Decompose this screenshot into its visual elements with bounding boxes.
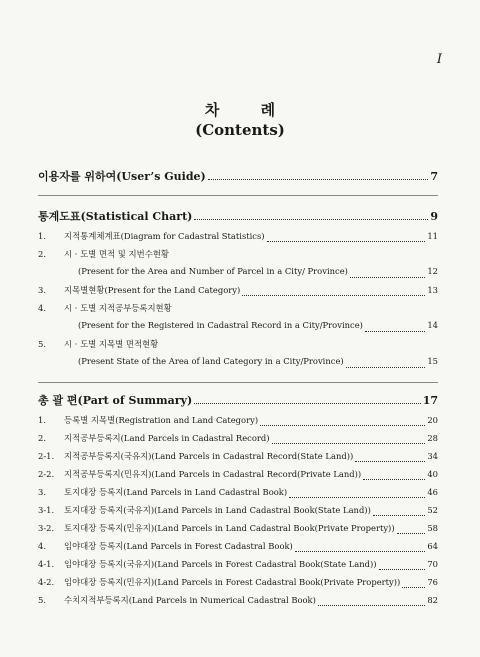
toc-item-text: 임야대장 등록지(Land Parcels in Forest Cadastral Book) <box>64 541 293 551</box>
toc-item-number: 2. <box>38 433 46 443</box>
toc-item-number: 3-1. <box>38 505 55 515</box>
toc-item-continuation[interactable] <box>38 320 438 336</box>
toc-item-number: 2. <box>38 249 46 259</box>
toc-item-number: 4. <box>38 541 46 551</box>
toc-item-number: 4-1. <box>38 559 55 569</box>
page-subtitle: (Contents) <box>195 121 285 139</box>
page-title: 차 례 <box>204 101 294 119</box>
toc-item-number: 3. <box>38 487 46 497</box>
divider <box>38 195 438 196</box>
toc-item[interactable] <box>38 540 438 556</box>
toc-page-number: 46 <box>427 487 438 497</box>
leader-dots <box>346 366 426 368</box>
leader-dots <box>289 496 425 498</box>
toc-item-number: 3. <box>38 285 46 295</box>
toc-item[interactable] <box>38 468 438 484</box>
toc-item-number: 5. <box>38 595 46 605</box>
toc-item-number: 5. <box>38 339 46 349</box>
toc-item[interactable] <box>38 450 438 466</box>
toc-section-guide[interactable] <box>38 168 438 184</box>
toc-item[interactable] <box>38 522 438 538</box>
toc-page-number: 82 <box>427 595 438 605</box>
toc-item[interactable] <box>38 302 438 318</box>
toc-section-statistical-chart[interactable] <box>38 208 438 224</box>
leader-dots <box>355 460 425 462</box>
toc-section-summary[interactable] <box>38 392 438 408</box>
toc-item-text: (Present for the Area and Number of Parcel in a City/ Province) <box>78 266 348 276</box>
toc-page-number: 7 <box>430 170 438 183</box>
toc-item-text: 시 · 도별 지목별 면적현황 <box>64 339 159 349</box>
toc-item-text: 지목별현황(Present for the Land Category) <box>64 285 241 295</box>
toc-page-number: 12 <box>427 266 438 276</box>
toc-page-number: 34 <box>427 451 438 461</box>
toc-item-text: 지적통계체계표(Diagram for Cadastral Statistics) <box>64 231 265 241</box>
toc-item-number: 4. <box>38 303 46 313</box>
toc-item[interactable] <box>38 576 438 592</box>
toc-page-number: 20 <box>427 415 438 425</box>
toc-item[interactable] <box>38 284 438 300</box>
toc-item[interactable] <box>38 414 438 430</box>
leader-dots <box>242 294 425 296</box>
leader-dots <box>208 178 429 180</box>
toc-page-number: 17 <box>422 394 438 407</box>
toc-item-text: 임야대장 등록지(민유지)(Land Parcels in Forest Cadastral Book(Private Property)) <box>64 577 401 587</box>
toc-item-number: 1. <box>38 415 46 425</box>
toc-item[interactable] <box>38 432 438 448</box>
leader-dots <box>267 240 426 242</box>
toc-section-label: 총 괄 편(Part of Summary) <box>38 394 193 407</box>
toc-item-number: 2-1. <box>38 451 55 461</box>
toc-item-number: 1. <box>38 231 46 241</box>
toc-item[interactable] <box>38 230 438 246</box>
toc-item-text: 임야대장 등록지(국유지)(Land Parcels in Forest Cadastral Book(State Land)) <box>64 559 377 569</box>
toc-item-text: 토지대장 등록지(민유지)(Land Parcels in Land Cadastral Book(Private Property)) <box>64 523 395 533</box>
toc-page-number: 14 <box>427 320 438 330</box>
toc-page-number: 52 <box>427 505 438 515</box>
toc-page-number: 28 <box>427 433 438 443</box>
divider <box>38 382 438 383</box>
toc-item-number: 4-2. <box>38 577 55 587</box>
toc-item-text: 지적공부등록지(Land Parcels in Cadastral Record) <box>64 433 270 443</box>
leader-dots <box>272 442 426 444</box>
leader-dots <box>373 514 425 516</box>
toc-page-number: 9 <box>430 210 438 223</box>
toc-page-number: 15 <box>427 356 438 366</box>
leader-dots <box>379 568 426 570</box>
toc-item-number: 3-2. <box>38 523 55 533</box>
toc-item-text: (Present for the Registered in Cadastral Record in a City/Province) <box>78 320 363 330</box>
toc-section-label: 이용자를 위하여(User’s Guide) <box>38 170 206 183</box>
toc-page-number: 70 <box>427 559 438 569</box>
toc-item-number: 2-2. <box>38 469 55 479</box>
leader-dots <box>318 604 425 606</box>
leader-dots <box>397 532 426 534</box>
toc-item-text: 수치지적부등록지(Land Parcels in Numerical Cadastral Book) <box>64 595 316 605</box>
toc-item[interactable] <box>38 338 438 354</box>
toc-item[interactable] <box>38 558 438 574</box>
leader-dots <box>363 478 425 480</box>
toc-page-number: 76 <box>427 577 438 587</box>
toc-page-number: 11 <box>427 231 438 241</box>
leader-dots <box>260 424 425 426</box>
toc-item-text: 시 · 도별 지적공부등록지현황 <box>64 303 172 313</box>
toc-item-text: 지적공부등록지(국유지)(Land Parcels in Cadastral Record(State Land)) <box>64 451 354 461</box>
leader-dots <box>402 586 425 588</box>
toc-item-text: 토지대장 등록지(Land Parcels in Land Cadastral Book) <box>64 487 288 497</box>
leader-dots <box>350 276 425 278</box>
toc-item-continuation[interactable] <box>38 356 438 372</box>
toc-page-number: 58 <box>427 523 438 533</box>
page-number: I <box>436 52 442 67</box>
leader-dots <box>194 402 420 404</box>
toc-item-text: 등록별 지목별(Registration and Land Category) <box>64 415 259 425</box>
toc-section-label: 통계도표(Statistical Chart) <box>38 210 193 223</box>
toc-item-text: 시 · 도별 면적 및 지번수현황 <box>64 249 169 259</box>
toc-item[interactable] <box>38 248 438 264</box>
leader-dots <box>295 550 426 552</box>
toc-item[interactable] <box>38 504 438 520</box>
toc-item-continuation[interactable] <box>38 266 438 282</box>
toc-item[interactable] <box>38 486 438 502</box>
toc-item-text: (Present State of the Area of land Category in a City/Province) <box>78 356 344 366</box>
toc-page-number: 40 <box>427 469 438 479</box>
toc-item-text: 토지대장 등록지(국유지)(Land Parcels in Land Cadastral Book(State Land)) <box>64 505 371 515</box>
toc-item[interactable] <box>38 594 438 610</box>
toc-item-text: 지적공부등록지(민유지)(Land Parcels in Cadastral Record(Private Land)) <box>64 469 362 479</box>
leader-dots <box>194 218 428 220</box>
leader-dots <box>365 330 425 332</box>
toc-page-number: 13 <box>427 285 438 295</box>
toc-page-number: 64 <box>427 541 438 551</box>
